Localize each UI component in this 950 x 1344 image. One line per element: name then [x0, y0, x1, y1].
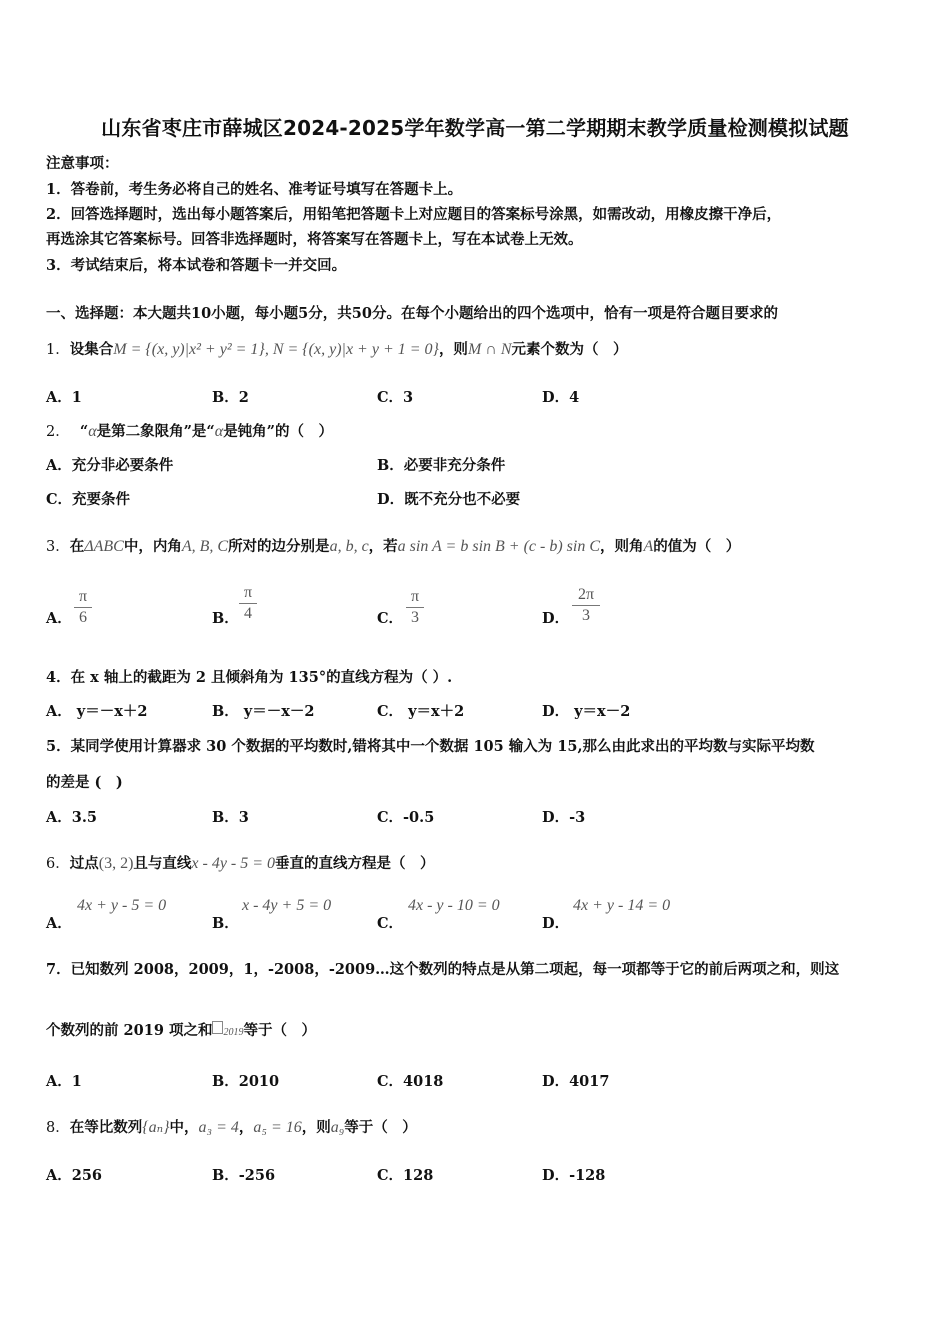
math-expression: x - 4y - 5 = 0 — [191, 855, 276, 872]
fraction-numerator: π — [78, 588, 88, 605]
option-d-equation: 4x + y - 14 = 0 — [573, 897, 671, 914]
question-3 — [46, 535, 740, 556]
option-b[interactable]: B． y＝－x－2 — [212, 703, 315, 720]
option-c[interactable]: C．4018 — [377, 1073, 444, 1090]
math-expression: M ∩ N — [467, 341, 512, 358]
option-d[interactable]: D．-3 — [542, 809, 586, 826]
option-a-equation: 4x + y - 5 = 0 — [77, 897, 167, 914]
question-text: 等于（ ） — [344, 1119, 417, 1136]
question-7: 7．已知数列 2008，2009，1，-2008，-2009…这个数列的特点是从第二项起，每一项都等于它的前后两项之和，则这 — [46, 961, 840, 978]
option-d[interactable]: D． — [542, 915, 570, 932]
question-text: 过点 — [69, 855, 99, 872]
question-text: 元素个数为（ ） — [511, 341, 628, 358]
math-expression: A, B, C — [181, 538, 229, 555]
math-expression: a₅ = 16 — [253, 1119, 302, 1136]
question-text: 是钝角”的（ ） — [223, 423, 334, 440]
fraction-bar — [74, 607, 92, 608]
option-c-fraction — [406, 588, 424, 627]
option-a[interactable]: A． — [46, 610, 72, 627]
option-a[interactable]: A．1 — [46, 389, 82, 406]
option-b[interactable]: B．-256 — [212, 1167, 276, 1184]
math-expression: (3, 2) — [98, 855, 134, 872]
math-variable: α — [88, 423, 97, 440]
math-variable: A — [643, 538, 654, 555]
math-expression: M = {(x, y)|x² + y² = 1} — [113, 341, 265, 358]
option-b[interactable]: B．2 — [212, 389, 249, 406]
question-text: “ — [79, 423, 89, 440]
question-text: 在 — [69, 538, 85, 555]
math-subscript: 2019 — [223, 1027, 244, 1038]
question-text: ， — [238, 1119, 254, 1136]
option-d-fraction — [572, 586, 600, 625]
question-text: 等于（ ） — [243, 1022, 316, 1039]
question-text: 所对的边分别是 — [228, 538, 330, 555]
question-text: 个数列的前 2019 项之和 — [46, 1022, 213, 1039]
option-d[interactable]: D．既不充分也不必要 — [377, 491, 521, 508]
option-c[interactable]: C．3 — [377, 389, 414, 406]
question-number: 3． — [46, 539, 70, 555]
option-a[interactable]: A．1 — [46, 1073, 82, 1090]
question-number: 6． — [46, 856, 70, 872]
question-number: 1． — [46, 342, 70, 358]
question-text: 垂直的直线方程是（ ） — [275, 855, 435, 872]
option-b-fraction — [239, 584, 257, 623]
math-expression: a₃ = 4 — [198, 1119, 239, 1136]
option-a[interactable]: A．256 — [46, 1167, 103, 1184]
option-c[interactable]: C． — [377, 610, 404, 627]
fraction-bar — [406, 607, 424, 608]
notice-item: 2．回答选择题时，选出每小题答案后，用铅笔把答题卡上对应题目的答案标号涂黑，如需改动，用橡皮擦干净后， — [46, 206, 782, 223]
option-b-equation: x - 4y + 5 = 0 — [242, 897, 332, 914]
option-c[interactable]: C． — [377, 915, 404, 932]
math-expression: a sin A = b sin B + (c - b) sin C — [397, 538, 601, 555]
option-c-equation: 4x - y - 10 = 0 — [408, 897, 500, 914]
fraction-numerator: 2π — [577, 586, 595, 603]
notice-heading: 注意事项： — [46, 155, 119, 172]
question-8 — [46, 1116, 417, 1137]
question-number: 2． — [46, 424, 70, 440]
option-c[interactable]: C．-0.5 — [377, 809, 435, 826]
option-b[interactable]: B．3 — [212, 809, 249, 826]
sum-symbol-icon — [212, 1021, 223, 1034]
option-c[interactable]: C．充要条件 — [46, 491, 131, 508]
option-d[interactable]: D．4017 — [542, 1073, 610, 1090]
notice-item: 3．考试结束后，将本试卷和答题卡一并交回。 — [46, 257, 347, 274]
fraction-denominator: 4 — [244, 605, 252, 622]
option-a[interactable]: A．充分非必要条件 — [46, 457, 174, 474]
question-text: ，若 — [368, 538, 398, 555]
option-a[interactable]: A． y＝－x＋2 — [46, 703, 148, 720]
math-variable: α — [214, 423, 224, 440]
option-d[interactable]: D． — [542, 610, 570, 627]
question-7-cont — [46, 1019, 316, 1040]
question-text: 在等比数列 — [69, 1119, 143, 1136]
question-text: 设集合 — [69, 341, 114, 358]
notice-item: 再选涂其它答案标号。回答非选择题时，将答案写在答题卡上，写在本试卷上无效。 — [46, 231, 583, 248]
question-text: 是第二象限角”是“ — [96, 423, 215, 440]
option-d[interactable]: D．-128 — [542, 1167, 606, 1184]
question-4: 4．在 x 轴上的截距为 2 且倾斜角为 135°的直线方程为（ ）. — [46, 669, 453, 686]
option-b[interactable]: B． — [212, 915, 239, 932]
fraction-bar — [239, 603, 257, 604]
question-number: 8． — [46, 1120, 70, 1136]
fraction-numerator: π — [243, 584, 253, 601]
option-d[interactable]: D．4 — [542, 389, 580, 406]
question-1 — [46, 338, 628, 359]
question-text: 中， — [169, 1119, 199, 1136]
option-c[interactable]: C．128 — [377, 1167, 434, 1184]
question-text: 的值为（ ） — [653, 538, 741, 555]
option-b[interactable]: B．2010 — [212, 1073, 280, 1090]
fraction-denominator: 3 — [582, 607, 590, 624]
math-expression: {aₙ} — [142, 1119, 170, 1136]
question-2 — [46, 420, 333, 441]
fraction-bar — [572, 605, 600, 606]
fraction-denominator: 6 — [79, 609, 87, 626]
question-text: ，则 — [301, 1119, 331, 1136]
math-expression: , N = — [264, 341, 303, 358]
option-a[interactable]: A．3.5 — [46, 809, 97, 826]
question-5-cont: 的差是 ( ) — [46, 774, 123, 791]
fraction-denominator: 3 — [411, 609, 419, 626]
notice-item: 1．答卷前，考生务必将自己的姓名、准考证号填写在答题卡上。 — [46, 181, 463, 198]
option-a[interactable]: A． — [46, 915, 72, 932]
option-a-fraction — [74, 588, 92, 627]
option-d[interactable]: D． y＝x－2 — [542, 703, 631, 720]
option-b[interactable]: B．必要非充分条件 — [377, 457, 506, 474]
question-6 — [46, 852, 435, 873]
math-expression: {(x, y)|x + y + 1 = 0} — [302, 341, 439, 358]
question-text: ，则角 — [600, 538, 644, 555]
page-title: 山东省枣庄市薛城区2024-2025学年数学高一第二学期期末教学质量检测模拟试题 — [101, 116, 849, 140]
math-expression: ΔABC — [84, 538, 124, 555]
math-expression: a, b, c — [329, 538, 369, 555]
math-expression: a₉ — [330, 1119, 345, 1136]
section-header: 一、选择题：本大题共10小题，每小题5分，共50分。在每个小题给出的四个选项中，恰有一项是符合题目要求的 — [46, 305, 778, 322]
fraction-numerator: π — [410, 588, 420, 605]
option-c[interactable]: C． y＝x＋2 — [377, 703, 465, 720]
question-text: ，则 — [438, 341, 468, 358]
question-text: 且与直线 — [133, 855, 192, 872]
question-text: 中，内角 — [123, 538, 182, 555]
option-b[interactable]: B． — [212, 610, 239, 627]
question-5: 5．某同学使用计算器求 30 个数据的平均数时,错将其中一个数据 105 输入为 15,那么由此求出的平均数与实际平均数 — [46, 738, 815, 755]
